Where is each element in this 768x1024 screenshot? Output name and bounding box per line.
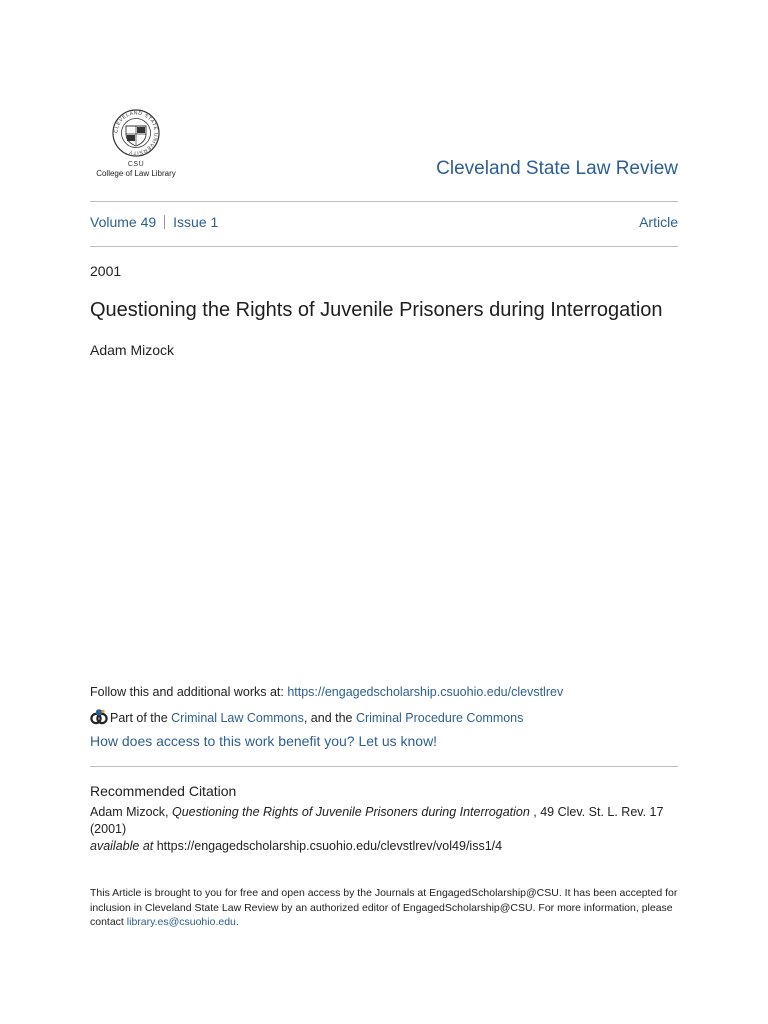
citation-text: [90, 804, 678, 855]
benefit-feedback-link[interactable]: How does access to this work benefit you? Let us know!: [90, 733, 438, 749]
available-at-label: available at: [90, 839, 154, 853]
article-type-link[interactable]: Article: [639, 214, 678, 230]
network-commons-icon: [90, 708, 108, 726]
cover-page: [90, 0, 678, 1024]
logo-library-name: College of Law Library: [96, 169, 176, 178]
issue-link[interactable]: Issue 1: [173, 214, 219, 230]
divider: [90, 246, 678, 247]
seal-text: CLEVELAND STATE UNIVERSITY: [113, 110, 159, 156]
criminal-law-commons-link[interactable]: Criminal Law Commons: [171, 711, 304, 725]
article-title: Questioning the Rights of Juvenile Prisoners during Interrogation: [90, 299, 663, 321]
recommended-citation-heading: Recommended Citation: [90, 783, 237, 799]
collection-url-link[interactable]: https://engagedscholarship.csuohio.edu/clevstlrev: [287, 685, 564, 699]
access-notice-end: .: [235, 916, 239, 928]
access-notice: [90, 886, 678, 930]
article-author: Adam Mizock: [90, 342, 175, 358]
journal-title-link[interactable]: Cleveland State Law Review: [436, 158, 678, 179]
issue-bar: [90, 214, 678, 232]
separator: [164, 215, 165, 229]
csu-logo: [90, 108, 182, 178]
university-seal-icon: [111, 108, 161, 158]
follow-prefix: Follow this and additional works at:: [90, 685, 288, 699]
part-of-line: [90, 708, 523, 728]
citation-author: Adam Mizock,: [90, 805, 172, 819]
criminal-procedure-commons-link[interactable]: Criminal Procedure Commons: [355, 711, 524, 725]
citation-rest: , 49 Clev. St. L. Rev. 17 (2001): [90, 805, 664, 836]
part-of-prefix: Part of the: [110, 711, 172, 725]
divider: [90, 201, 678, 202]
logo-abbreviation: CSU: [127, 161, 145, 168]
available-at-url: https://engagedscholarship.csuohio.edu/clevstlrev/vol49/iss1/4: [153, 839, 503, 853]
volume-issue: [90, 214, 218, 230]
citation-title: Questioning the Rights of Juvenile Prisoners during Interrogation: [171, 805, 530, 819]
follow-line: [90, 685, 563, 699]
contact-email-link[interactable]: library.es@csuohio.edu: [126, 916, 236, 928]
publication-year: 2001: [90, 263, 122, 279]
access-notice-text: This Article is brought to you for free and open access by the Journals at EngagedScholarship@CSU. It has been accepted for inclusion in Cleveland State Law Review by an authorized editor of EngagedScholarship@CSU. For more information, please contact: [90, 887, 678, 928]
volume-link[interactable]: Volume 49: [90, 214, 157, 230]
divider: [90, 766, 678, 767]
part-of-middle: , and the: [303, 711, 356, 725]
